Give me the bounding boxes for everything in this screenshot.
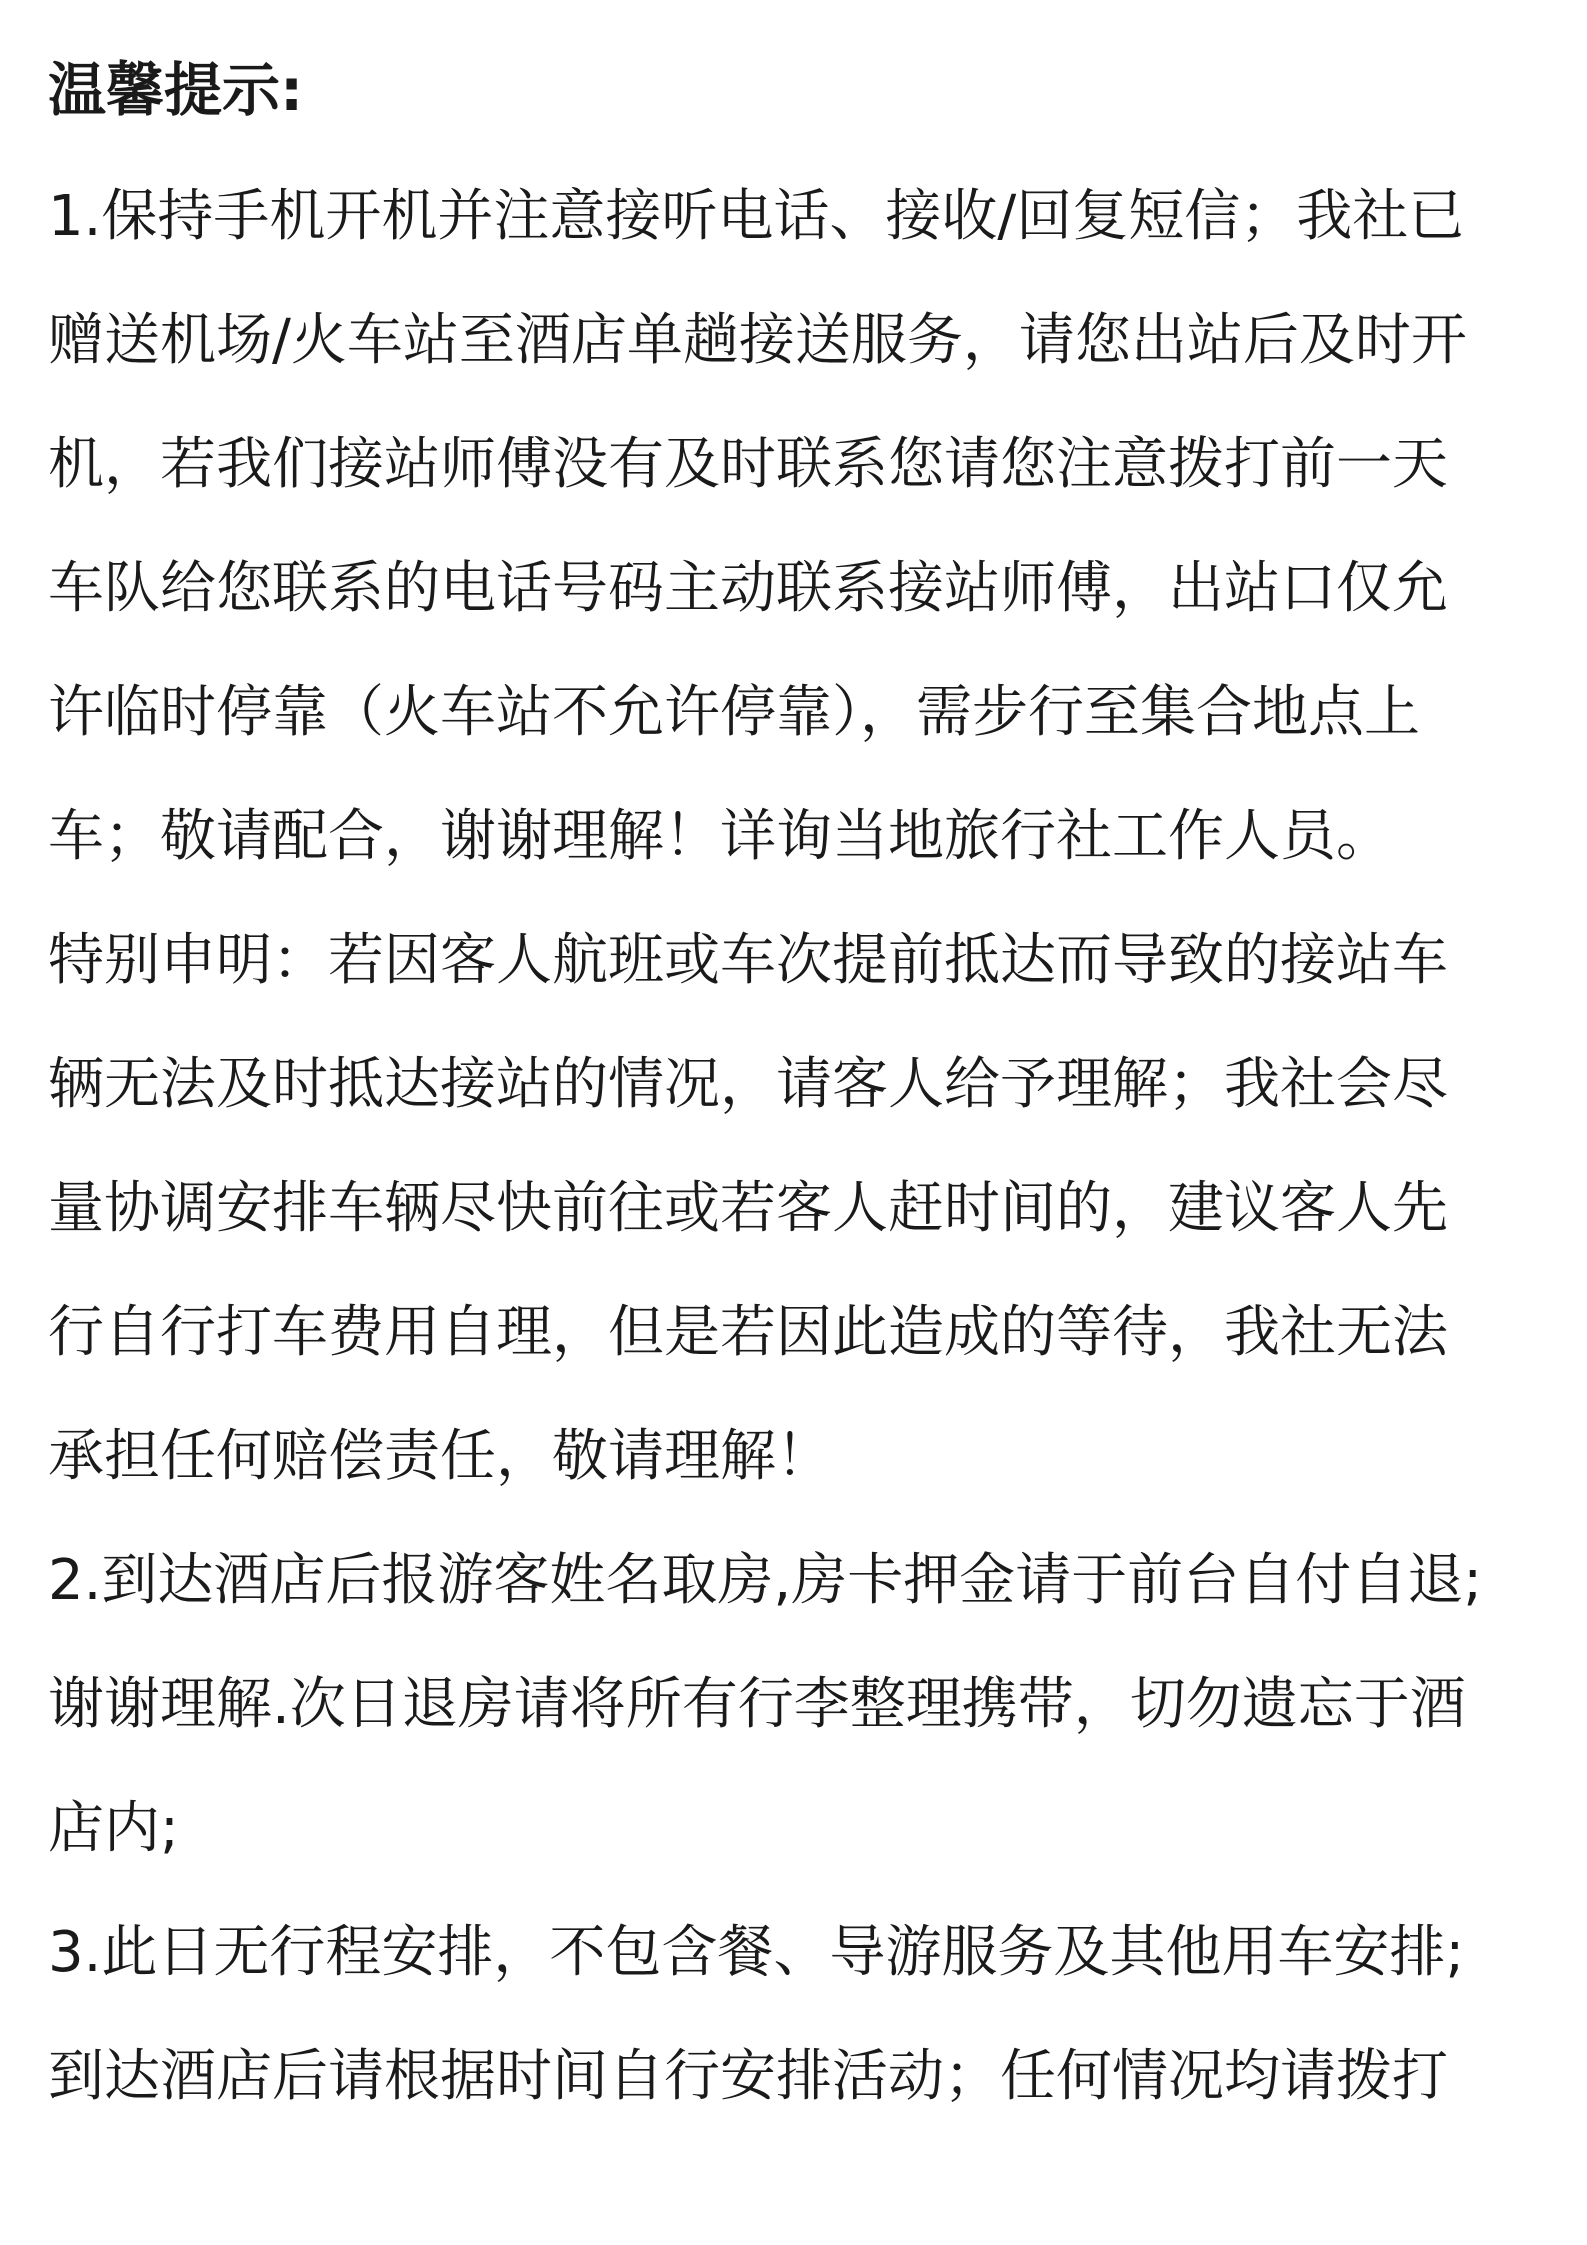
notice-line: 车；敬请配合，谢谢理解！详询当地旅行社工作人员。 xyxy=(48,804,1392,869)
notice-line: 2.到达酒店后报游客姓名取房,房卡押金请于前台自付自退; xyxy=(48,1548,1483,1613)
notice-line: 3.此日无行程安排，不包含餐、导游服务及其他用车安排; xyxy=(48,1920,1465,1985)
notice-line: 量协调安排车辆尽快前往或若客人赶时间的，建议客人先 xyxy=(48,1176,1448,1241)
notice-line: 车队给您联系的电话号码主动联系接站师傅，出站口仅允 xyxy=(48,556,1448,621)
notice-line: 到达酒店后请根据时间自行安排活动；任何情况均请拨打 xyxy=(48,2044,1448,2109)
notice-line: 店内; xyxy=(48,1796,179,1861)
notice-line: 机，若我们接站师傅没有及时联系您请您注意拨打前一天 xyxy=(48,432,1448,497)
notice-title: 温馨提示: xyxy=(48,56,304,124)
notice-line: 赠送机场/火车站至酒店单趟接送服务，请您出站后及时开 xyxy=(48,308,1467,373)
notice-line: 承担任何赔偿责任，敬请理解！ xyxy=(48,1424,832,1489)
notice-line: 许临时停靠（火车站不允许停靠），需步行至集合地点上 xyxy=(48,680,1420,745)
notice-line: 辆无法及时抵达接站的情况，请客人给予理解；我社会尽 xyxy=(48,1052,1448,1117)
notice-line: 谢谢理解.次日退房请将所有行李整理携带，切勿遗忘于酒 xyxy=(48,1672,1466,1737)
notice-line: 特别申明：若因客人航班或车次提前抵达而导致的接站车 xyxy=(48,928,1448,993)
notice-line: 行自行打车费用自理，但是若因此造成的等待，我社无法 xyxy=(48,1300,1448,1365)
notice-line: 1.保持手机开机并注意接听电话、接收/回复短信；我社已 xyxy=(48,184,1465,249)
